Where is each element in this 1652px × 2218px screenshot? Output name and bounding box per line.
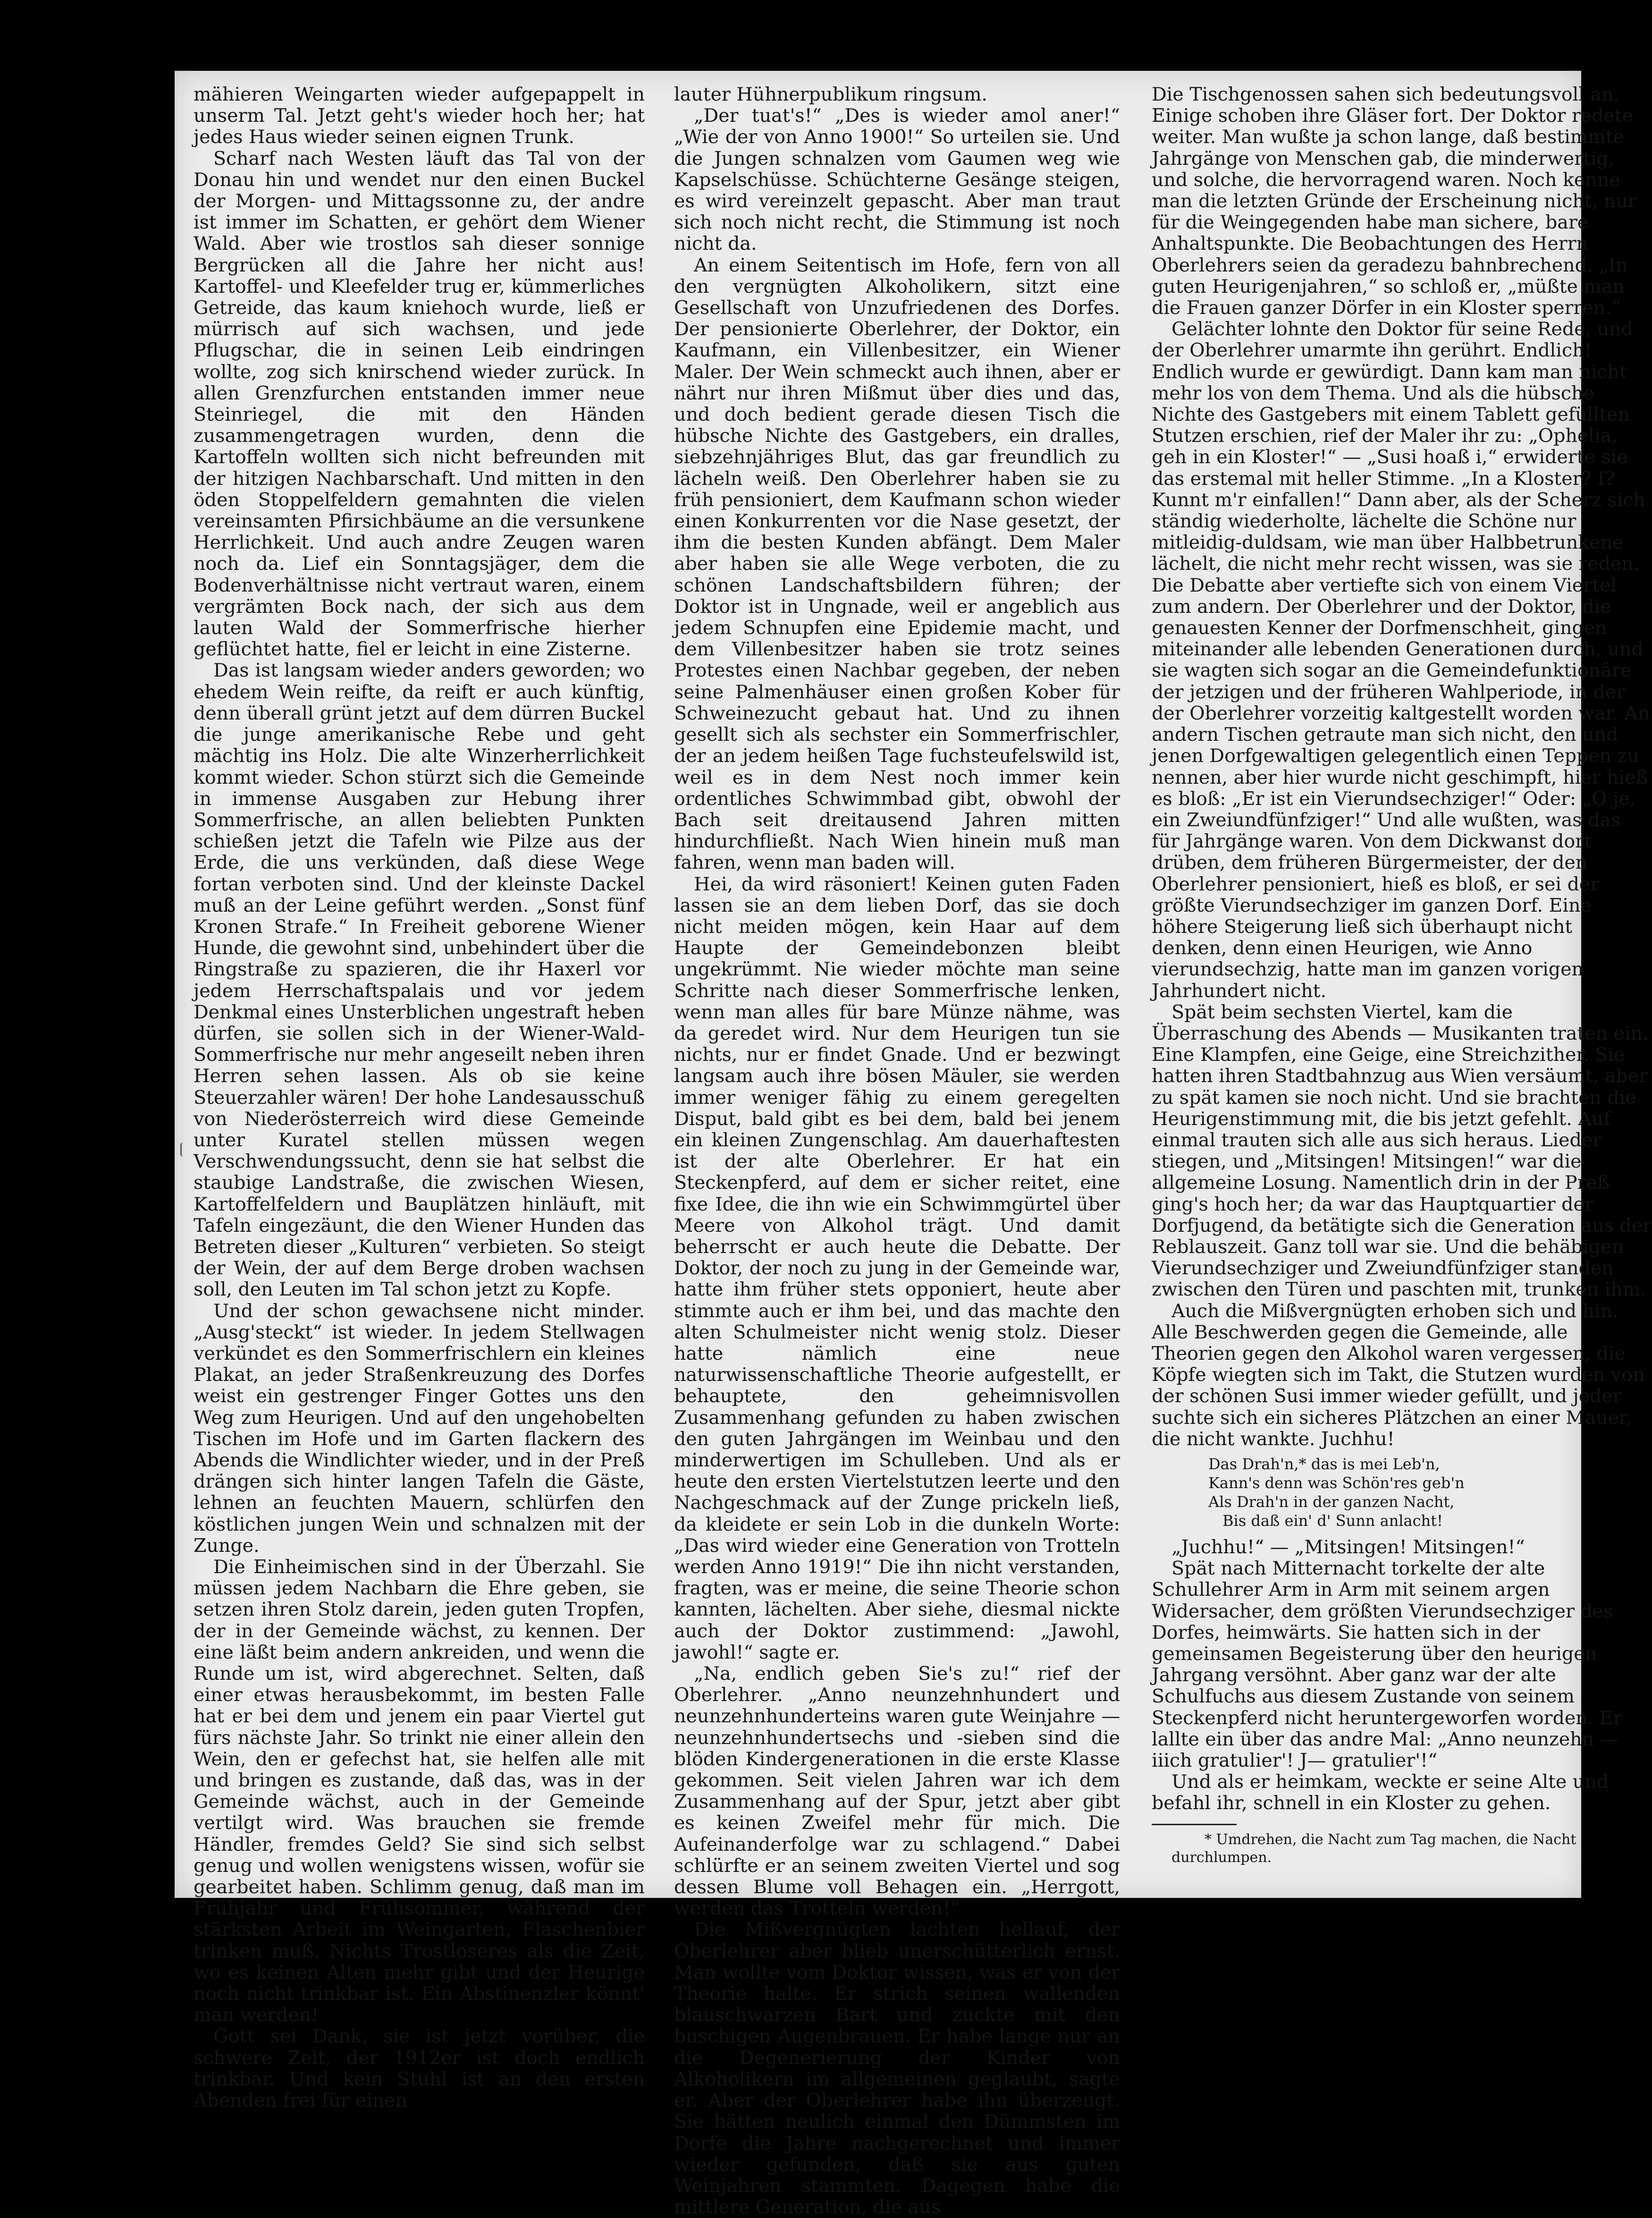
paragraph: lauter Hühnerpublikum ringsum. (674, 84, 987, 105)
column-3 (1152, 84, 1652, 1867)
paragraph: Das ist langsam wieder anders geworden; wo ehedem Wein reifte, da reift er auch künftig, denn überall grünt jetzt auf dem dürren Buckel die junge amerikanische Rebe und geht mächtig ins Holz. Die alte Winzerherrlichkeit kommt wieder. Schon stürzt sich die Gemeinde in immense Ausgaben zur Hebung ihrer Sommerfrische, an allen beliebten Punkten schießen jetzt die Tafeln wie Pilze aus der Erde, die uns verkünden, daß diese Wege fortan verboten sind. Und der kleinste Dackel muß an der Leine geführt werden. „Sonst fünf Kronen Strafe.“ In Freiheit geborene Wiener Hunde, die gewohnt sind, unbehindert über die Ringstraße zu spazieren, die ihr Haxerl vor jedem Herrschaftspalais und vor jedem Denkmal eines Unsterblichen ungestraft heben dürfen, sie sollen sich in der Wiener-Wald-Sommerfrische nur mehr angeseilt neben ihren Herren sehen lassen. Als ob sie keine Steuerzahler wären! Der hohe Landesausschuß von Niederösterreich wird diese Gemeinde unter Kuratel stellen müssen wegen Verschwendungssucht, denn sie hat selbst die staubige Landstraße, die zwischen Wiesen, Kartoffelfeldern und Bauplätzen hinläuft, mit Tafeln eingezäunt, die den Wiener Hunden das Betreten dieser „Kulturen“ verbieten. So steigt der Wein, der auf dem Berge droben wachsen soll, den Leuten im Tal schon jetzt zu Kopfe. (194, 660, 645, 1301)
paragraph: Und der schon gewachsene nicht minder. „Ausg'steckt“ ist wieder. In jedem Stellwagen verkündet es den Sommerfrischlern ein kleines Plakat, an jeder Straßenkreuzung des Dorfes weist ein gestrenger Finger Gottes uns den Weg zum Heurigen. Und auf den ungehobelten Tischen im Hofe und im Garten flackern des Abends die Windlichter wieder, und in der Preß drängen sich hinter langen Tafeln die Gäste, lehnen an feuchten Mauern, schlürfen den köstlichen jungen Wein und schnalzen mit der Zunge. (194, 1300, 645, 1557)
column-2 (674, 84, 1120, 2218)
paragraph: Hei, da wird räsoniert! Keinen guten Faden lassen sie an dem lieben Dorf, das sie doch nicht meiden mögen, kein Haar auf dem Haupte der Gemeindebonzen bleibt ungekrümmt. Nie wieder möchte man seine Schritte nach dieser Sommerfrische lenken, wenn man alles für bare Münze nähme, was da geredet wird. Nur dem Heurigen tun sie nichts, nur er findet Gnade. Und er bezwingt langsam auch ihre bösen Mäuler, sie werden immer weniger fähig zu einem geregelten Disput, bald gibt es bei dem, bald bei jenem ein kleinen Zungenschlag. Am dauerhaftesten ist der alte Oberlehrer. Er hat ein Steckenpferd, auf dem er sicher reitet, eine fixe Idee, die ihn wie ein Schwimmgürtel über Meere von Alkohol trägt. Und damit beherrscht er auch heute die Debatte. Der Doktor, der noch zu jung in der Gemeinde war, hatte ihm früher stets opponiert, heute aber stimmte auch er ihm bei, und das machte den alten Schulmeister nicht wenig stolz. Dieser hatte nämlich eine neue naturwissenschaftliche Theorie aufgestellt, er behauptete, den geheimnisvollen Zusammenhang gefunden zu haben zwischen den guten Jahrgängen im Weinbau und den minderwertigen im Schulleben. Und als er heute den ersten Viertelstutzen leerte und den Nachgeschmack auf der Zunge prickeln ließ, da kleidete er sein Lob in die dunkeln Worte: „Das wird wieder eine Generation von Trotteln werden Anno 1919!“ Die ihn nicht verstanden, fragten, was er meine, die seine Theorie schon kannten, lächelten. Aber siehe, diesmal nickte auch der Doktor zustimmend: „Jawohl, jawohl!“ sagte er. (674, 873, 1120, 1663)
paragraph: Spät beim sechsten Viertel, kam die Überraschung des Abends — Musikanten traten ein. Eine Klampfen, eine Geige, eine Streichzither. Sie hatten ihren Stadtbahnzug aus Wien versäumt, aber zu spät kamen sie noch nicht. Und sie brachten die Heurigenstimmung mit, die bis jetzt gefehlt. Auf einmal trauten sich alle aus sich heraus. Lieder stiegen, und „Mitsingen! Mitsingen!“ war die allgemeine Losung. Namentlich drin in der Preß ging's hoch her; da war das Hauptquartier der Dorfjugend, da betätigte sich die Generation aus der Reblauszeit. Ganz toll war sie. Und die behäbigen Vierundsechziger und Zweiundfünfziger standen zwischen den Türen und paschten mit, trunken ihm. (1152, 1001, 1652, 1301)
paragraph: Scharf nach Westen läuft das Tal von der Donau hin und wendet nur den einen Buckel der Morgen- und Mittagssonne zu, der andre ist immer im Schatten, er gehört dem Wiener Wald. Aber wie trostlos sah dieser sonnige Bergrücken all die Jahre her nicht aus! Kartoffel- und Kleefelder trug er, kümmerliches Getreide, das kaum kniehoch wurde, ließ er mürrisch auf sich wachsen, und jede Pflugschar, die in seinen Leib eindringen wollte, zog sich knirschend wieder zurück. In allen Grenzfurchen entstanden immer neue Steinriegel, die mit den Händen zusammengetragen wurden, denn die Kartoffeln wollten sich nicht befreunden mit der hitzigen Nachbarschaft. Und mitten in den öden Stoppelfeldern gemahnten die vielen vereinsamten Pfirsichbäume an die versunkene Herrlichkeit. Und auch andre Zeugen waren noch da. Lief ein Sonntagsjäger, dem die Bodenverhältnisse nicht vertraut waren, einem vergrämten Bock nach, der sich aus dem lauten Wald der Sommerfrische hierher geflüchtet hatte, fiel er leicht in eine Zisterne. (194, 147, 645, 660)
paragraph: „Juchhu!“ — „Mitsingen! Mitsingen!“ (1172, 1536, 1525, 1558)
verse-line: Bis daß ein' d' Sunn anlacht! (1222, 1512, 1443, 1530)
verse-line: Kann's denn was Schön'res geb'n (1208, 1474, 1465, 1492)
paragraph: Auch die Mißvergnügten erhoben sich und hin. Alle Beschwerden gegen die Gemeinde, alle Theorien gegen den Alkohol waren vergessen, die Köpfe wiegten sich im Takt, die Stutzen wurden von der schönen Susi immer wieder gefüllt, und jeder suchte sich ein sicheres Plätzchen an einer Mauer, die nicht wankte. Juchhu! (1152, 1300, 1645, 1450)
footnote-line: * Umdrehen, die Nacht zum Tag machen, die Nacht (1205, 1831, 1576, 1848)
footnote-rule (1152, 1824, 1237, 1825)
margin-mark (180, 1143, 188, 1157)
paragraph: Und als er heimkam, weckte er seine Alte und befahl ihr, schnell in ein Kloster zu gehen. (1152, 1771, 1609, 1814)
paragraph: Die Tischgenossen sahen sich bedeutungsvoll an. Einige schoben ihre Gläser fort. Der Doktor redete weiter. Man wußte ja schon lange, daß bestimmte Jahrgänge von Menschen gab, die minderwertig, und solche, die hervorragend waren. Noch kenne man die letzten Gründe der Erscheinung nicht, nur für die Weingegenden habe man sichere, bare Anhaltspunkte. Die Beobachtungen des Herrn Oberlehrers seien da geradezu bahnbrechend. „In guten Heurigenjahren,“ so schloß er, „müßte man die Frauen ganzer Dörfer in ein Kloster sperren.“ (1152, 84, 1637, 319)
paragraph: Spät nach Mitternacht torkelte der alte Schullehrer Arm in Arm mit seinem argen Widersacher, dem größten Vierundsechziger des Dorfes, heimwärts. Sie hatten sich in der gemeinsamen Begeisterung über den heurigen Jahrgang versöhnt. Aber ganz war der alte Schulfuchs aus diesem Zustande von seinem Steckenpferd nicht heruntergeworfen worden. Er lallte ein über das andre Mal: „Anno neunzehn — iiich gratulier'! J— gratulier'!“ (1152, 1558, 1622, 1772)
verse-line: Das Drah'n,* das is mei Leb'n, (1208, 1455, 1440, 1473)
paragraph: An einem Seitentisch im Hofe, fern von all den vergnügten Alkoholikern, sitzt eine Gesellschaft von Unzufriedenen des Dorfes. Der pensionierte Oberlehrer, der Doktor, ein Kaufmann, ein Villenbesitzer, ein Wiener Maler. Der Wein schmeckt auch ihnen, aber er nährt nur ihren Mißmut über dies und das, und doch bedient gerade diesen Tisch die hübsche Nichte des Gastgebers, ein dralles, siebzehnjähriges Blut, das gar freundlich zu lächeln weiß. Den Oberlehrer haben sie zu früh pensioniert, dem Kaufmann schon wieder einen Konkurrenten vor die Nase gesetzt, der ihm die besten Kunden abfängt. Dem Maler aber haben sie alle Wege verboten, die zu schönen Landschaftsbildern führen; der Doktor ist in Ungnade, weil er angeblich aus jedem Schnupfen eine Epidemie macht, und dem Villenbesitzer haben sie trotz seines Protestes einen Nachbar gegeben, der neben seine Palmenhäuser einen großen Kober für Schweinezucht gebaut hat. Und zu ihnen gesellt sich als sechster ein Sommerfrischler, der an jedem heißen Tage fuchsteufelswild ist, weil es in dem Nest noch immer kein ordentliches Schwimmbad gibt, obwohl der Bach seit dreitausend Jahren mitten hindurchfließt. Nach Wien hinein muß man fahren, wenn man baden will. (674, 254, 1120, 874)
paragraph: „Na, endlich geben Sie's zu!“ rief der Oberlehrer. „Anno neunzehnhundert und neunzehnhunderteins waren gute Weinjahre — neunzehnhundertsechs und -sieben sind die blöden Kindergenerationen in die erste Klasse gekommen. Seit vielen Jahren war ich dem Zusammenhang auf der Spur, jetzt aber gibt es keinen Zweifel mehr für mich. Die Aufeinanderfolge war zu schlagend.“ Dabei schlürfte er an seinem zweiten Viertel und sog dessen Blume voll Behagen ein. „Herrgott, werden das Trotteln werden!“ (674, 1663, 1120, 1920)
newspaper-page (175, 71, 1652, 2218)
column-1 (194, 84, 645, 2111)
paragraph: Die Mißvergnügten lachten hellauf, der Oberlehrer aber blieb unerschütterlich ernst. Man wollte vom Doktor wissen, was er von der Theorie halte. Er strich seinen wallenden blauschwarzen Bart und zuckte mit den buschigen Augenbrauen. Er habe lange nur an die Degenerierung der Kinder von Alkoholikern im allgemeinen geglaubt, sagte er. Aber der Oberlehrer habe ihn überzeugt. Sie hätten neulich einmal den Dümmsten im Dorfe die Jahre nachgerechnet und immer wieder gefunden, daß sie aus guten Weinjahren stammten. Dagegen habe die mittlere Generation, die aus (674, 1919, 1120, 2218)
song-verse (1152, 1455, 1652, 1530)
paragraph: mähieren Weingarten wieder aufgepappelt in unserm Tal. Jetzt geht's wieder hoch her; hat jedes Haus wieder seinen eignen Trunk. (194, 84, 645, 148)
paragraph: „Der tuat's!“ „Des is wieder amol aner!“ „Wie der von Anno 1900!“ So urteilen sie. Und die Jungen schnalzen vom Gaumen weg wie Kapselschüsse. Schüchterne Gesänge steigen, es wird vereinzelt gepascht. Aber man traut sich noch nicht recht, die Stimmung ist noch nicht da. (674, 105, 1120, 255)
footnote (1152, 1831, 1652, 1867)
paragraph: Gelächter lohnte den Doktor für seine Rede, und der Oberlehrer umarmte ihn gerührt. Endlich! Endlich wurde er gewürdigt. Dann kam man nicht mehr los von dem Thema. Und als die hübsche Nichte des Gastgebers mit einem Tablett gefüllten Stutzen erschien, rief der Maler ihr zu: „Ophelia, geh in ein Kloster!“ — „Susi hoaß i,“ erwiderte sie das erstemal mit heller Stimme. „In a Kloster? I? Kunnt m'r einfallen!“ Dann aber, als der Scherz sich ständig wiederholte, lächelte die Schöne nur mitleidig-duldsam, wie man über Halbbetrunkene lächelt, die nicht mehr recht wissen, was sie reden. Die Debatte aber vertiefte sich von einem Viertel zum andern. Der Oberlehrer und der Doktor, die genauesten Kenner der Dorfmenschheit, gingen miteinander alle lebenden Generationen durch, und sie wagten sich sogar an die Gemeindefunktionäre der jetzigen und der früheren Wahlperiode, in der der Oberlehrer vorzeitig kaltgestellt worden war. An andern Tischen getraute man sich nicht, den und jenen Dorfgewaltigen gelegentlich einen Teppen zu nennen, aber hier wurde nicht geschimpft, hier hieß es bloß: „Er ist ein Vierundsechziger!“ Oder: „O je, ein Zweiundfünfziger!“ Und alle wußten, was das für Jahrgänge waren. Von dem Dickwanst dort drüben, dem früheren Bürgermeister, der den Oberlehrer pensioniert, hieß es bloß, er sei der größte Vierundsechziger im ganzen Dorf. Eine höhere Steigerung ließ sich überhaupt nicht denken, denn einen Heurigen, wie Anno vierundsechzig, hatte man im ganzen vorigen Jahrhundert nicht. (1152, 318, 1650, 1002)
paragraph: Die Einheimischen sind in der Überzahl. Sie müssen jedem Nachbarn die Ehre geben, sie setzen ihren Stolz darein, jeden guten Tropfen, der in der Gemeinde wächst, zu kennen. Der eine läßt beim andern ankreiden, und wenn die Runde um ist, wird abgerechnet. Selten, daß einer etwas herausbekommt, im besten Falle hat er bei dem und jenem ein paar Viertel gut fürs nächste Jahr. So trinkt nie einer allein den Wein, den er gefechst hat, sie helfen alle mit und bringen es zustande, daß das, was in der Gemeinde wächst, auch in der Gemeinde vertilgt wird. Was brauchen sie fremde Händler, fremdes Geld? Sie sind sich selbst genug und wollen wenigstens wissen, wofür sie gearbeitet haben. Schlimm genug, daß man im Frühjahr und Frühsommer, während der stärksten Arbeit im Weingarten, Flaschenbier trinken muß. Nichts Trostloseres als die Zeit, wo es keinen Alten mehr gibt und der Heurige noch nicht trinkbar ist. Ein Abstinenzler könnt' man werden! (194, 1556, 645, 2026)
footnote-line: durchlumpen. (1172, 1849, 1272, 1866)
paragraph: Gott sei Dank, sie ist jetzt vorüber, die schwere Zeit, der 1912er ist doch endlich trinkbar. Und kein Stuhl ist an den ersten Abenden frei für einen (194, 2025, 645, 2112)
verse-line: Als Drah'n in der ganzen Nacht, (1208, 1493, 1455, 1511)
